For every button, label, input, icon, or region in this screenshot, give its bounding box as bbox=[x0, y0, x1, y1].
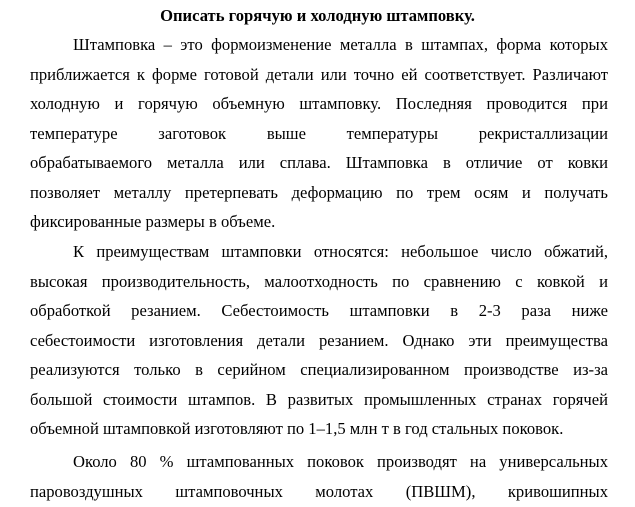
text-line: К преимуществам штамповки относятся: небольшое число обжатий, bbox=[73, 242, 608, 261]
text-line: Штамповка – это формоизменение металла в штампах, форма которых bbox=[73, 35, 608, 54]
text-line: паровоздушных штамповочных молотах (ПВШМ), кривошипных bbox=[30, 482, 608, 501]
text-line: позволяет металлу претерпевать деформацию по трем осям и получать bbox=[30, 183, 608, 202]
text-line: обработкой резанием. Себестоимость штамповки в 2-3 раза ниже bbox=[30, 301, 608, 320]
text-line: фиксированные размеры в объеме. bbox=[30, 212, 276, 231]
text-line: холодную и горячую объемную штамповку. Последняя проводится при bbox=[30, 94, 608, 113]
text-line: объемной штамповкой изготовляют по 1–1,5 млн т в год стальных поковок. bbox=[30, 419, 564, 438]
text-line: высокая производительность, малоотходность по сравнению с ковкой и bbox=[30, 272, 608, 291]
text-line: себестоимости изготовления детали резанием. Однако эти преимущества bbox=[30, 331, 608, 350]
text-line: реализуются только в серийном специализированном производстве из-за bbox=[30, 360, 608, 379]
text-line: Около 80 % штампованных поковок производят на универсальных bbox=[73, 452, 608, 471]
text-line: приближается к форме готовой детали или точно ей соответствует. Различают bbox=[30, 65, 608, 84]
document-heading: Описать горячую и холодную штамповку. bbox=[160, 6, 475, 25]
text-line: обрабатываемого металла или сплава. Штамповка в отличие от ковки bbox=[30, 153, 608, 172]
text-line: большой стоимости штампов. В развитых промышленных странах горячей bbox=[30, 390, 608, 409]
text-line: температуре заготовок выше температуры рекристаллизации bbox=[30, 124, 608, 143]
